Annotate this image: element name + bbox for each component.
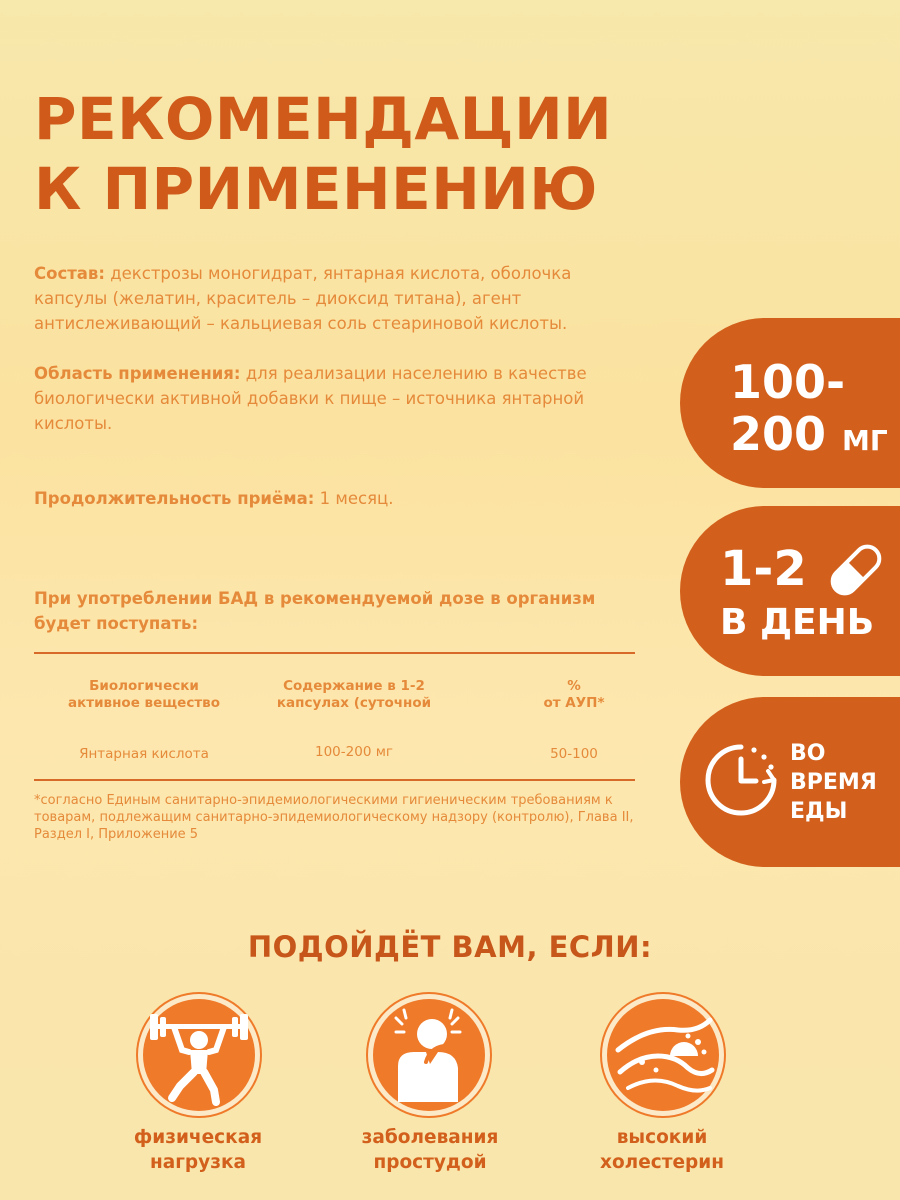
table-header-content: Содержание в 1-2 капсулах (суточной <box>276 678 432 711</box>
table-cell-content: 100-200 мг <box>315 744 393 760</box>
capsule-icon <box>822 536 890 604</box>
duration-text: 1 месяц. <box>319 489 394 508</box>
intake-intro: При употреблении БАД в рекомендуемой дозе в организм будет поступать: <box>34 589 596 633</box>
table-cell-substance: Янтарная кислота <box>79 746 209 762</box>
composition-text: декстрозы моногидрат, янтарная кислота, оболочка капсулы (желатин, краситель – диоксид титана), агент антислеживающий – кальциевая соль стеариновой кислоты. <box>34 264 572 333</box>
table-bottom-divider <box>34 779 635 781</box>
footnote: *согласно Единым санитарно-эпидемиологическими гигиеническим требованиям к товарам, подлежащим санитарно-эпидемиологическому надзору (контролю), Глава II, Раздел I, Приложение 5 <box>34 793 634 842</box>
page-title-line1: РЕКОМЕНДАЦИИ <box>34 85 613 153</box>
weightlifter-icon <box>134 990 264 1120</box>
sick-person-icon <box>364 990 494 1120</box>
duration-label: Продолжительность приёма: <box>34 489 315 508</box>
area-text: для реализации населению в качестве биологически активной добавки к пище – источника янтарной кислоты. <box>34 364 587 433</box>
frequency-text: В ДЕНЬ <box>720 602 875 643</box>
composition-label: Состав: <box>34 264 105 283</box>
dose-badge <box>680 318 900 488</box>
composition-paragraph <box>34 261 634 336</box>
dose-text: 100- 200 МГ <box>730 355 888 461</box>
area-paragraph <box>34 361 634 436</box>
dose-unit: МГ <box>842 424 888 457</box>
table-top-divider <box>34 652 635 654</box>
label-cholesterol: высокий холестерин <box>600 1127 724 1173</box>
timing-badge <box>680 697 900 867</box>
page-title <box>34 84 674 224</box>
table-cell-percent: 50-100 <box>550 746 598 762</box>
table-header-substance: Биологически активное вещество <box>68 678 220 711</box>
label-colds: заболевания простудой <box>361 1127 499 1173</box>
table-header-percent: % от АУП* <box>543 678 605 711</box>
suitability-title: ПОДОЙДЁТ ВАМ, ЕСЛИ: <box>247 930 653 964</box>
clock-icon <box>702 741 780 819</box>
page-title-line2: К ПРИМЕНЕНИЮ <box>34 155 598 223</box>
area-label: Область применения: <box>34 364 241 383</box>
frequency-number: 1-2 <box>720 541 807 597</box>
label-physical-activity: физическая нагрузка <box>133 1127 263 1173</box>
blood-vessel-icon <box>598 990 728 1120</box>
timing-text: ВО ВРЕМЯ ЕДЫ <box>790 741 877 824</box>
frequency-badge <box>680 506 900 676</box>
duration-paragraph <box>34 486 634 511</box>
